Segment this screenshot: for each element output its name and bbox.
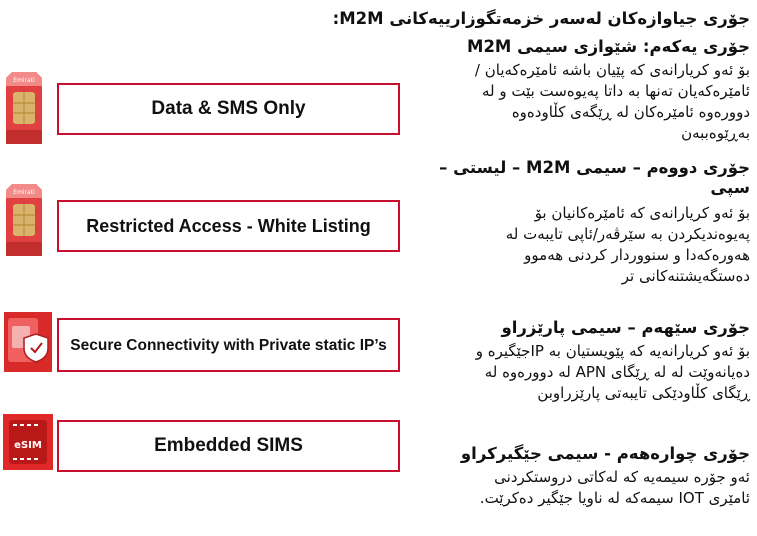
type-box-label: Data & SMS Only bbox=[151, 98, 306, 119]
page-title: جۆرى جياوازەكان لەسەر خزمەتگوزارييەكانى M2M: bbox=[332, 9, 750, 28]
svg-text:Emirati: Emirati bbox=[13, 189, 35, 196]
description-line: بۆ ئەو كريارانەيە كە پێويستيان بە IPجێگيرە و bbox=[475, 342, 750, 360]
type-4-description bbox=[410, 467, 750, 509]
secure-sim-shield-icon bbox=[4, 312, 52, 372]
type-box-label: Embedded SIMS bbox=[154, 435, 303, 456]
esim-label: eSIM bbox=[14, 440, 42, 451]
type-box-secure-connectivity bbox=[57, 318, 400, 372]
type-2-heading bbox=[430, 158, 750, 198]
sim-card-icon bbox=[6, 184, 42, 256]
description-line: ئامێرەكەيان تەنها بە داتا پەيوەست بێت و لە bbox=[481, 82, 750, 100]
description-line: بەڕێوەببەن bbox=[681, 124, 750, 142]
sim-card-icon bbox=[6, 72, 42, 144]
type-box-embedded-sims bbox=[57, 420, 400, 472]
type-4-heading: جۆرى چوارەهەم - سيمى جێگيركراو bbox=[460, 444, 750, 463]
type-box-data-sms bbox=[57, 83, 400, 135]
heading-line: جۆرى دووەم – سيمى M2M – ليستى – bbox=[439, 158, 750, 177]
description-line: ئامێرى IOT سيمەكە لە ناويا جێگير دەكرێت. bbox=[479, 489, 750, 507]
type-box-label: Restricted Access - White Listing bbox=[86, 215, 371, 236]
description-line: پەيوەنديكردن بە سێرڤەر/ئاپى تايبەت لە bbox=[505, 225, 750, 243]
type-1-description bbox=[410, 60, 750, 144]
type-3-heading: جۆرى سێهەم – سيمى پارێزراو bbox=[501, 318, 750, 337]
description-line: بۆ ئەو كريارانەى كە پێيان باشە ئامێرەكەيان / bbox=[474, 61, 750, 79]
description-line: دەستگەيشتنەكانى تر bbox=[621, 267, 750, 285]
description-line: دەيانەوێت لە لە ڕێگاى APN لە دوورەوە لە bbox=[484, 363, 750, 381]
type-3-description bbox=[410, 341, 750, 404]
description-line: ڕێگاى كڵاودێكى تايبەتى پارێزراوبن bbox=[537, 384, 750, 402]
esim-chip-icon bbox=[3, 414, 53, 470]
description-line: ئەو جۆرە سيمەيە كە لەكاتى دروستكردنى bbox=[494, 468, 750, 486]
svg-text:Emirati: Emirati bbox=[13, 77, 35, 84]
type-2-description bbox=[410, 203, 750, 287]
type-1-heading: جۆرى يەكەم: شێوازى سيمى M2M bbox=[467, 37, 750, 56]
description-line: هەورەكەدا و سنووردار كردنى هەموو bbox=[524, 246, 750, 264]
type-box-restricted-access bbox=[57, 200, 400, 252]
description-line: دوورەوە ئامێرەكان لە ڕێگەى كڵاودەوە bbox=[511, 103, 750, 121]
type-box-label: Secure Connectivity with Private static IP’s bbox=[70, 336, 387, 354]
heading-line: سپى bbox=[710, 178, 750, 197]
description-line: بۆ ئەو كريارانەى كە ئامێرەكانيان بۆ bbox=[534, 204, 750, 222]
